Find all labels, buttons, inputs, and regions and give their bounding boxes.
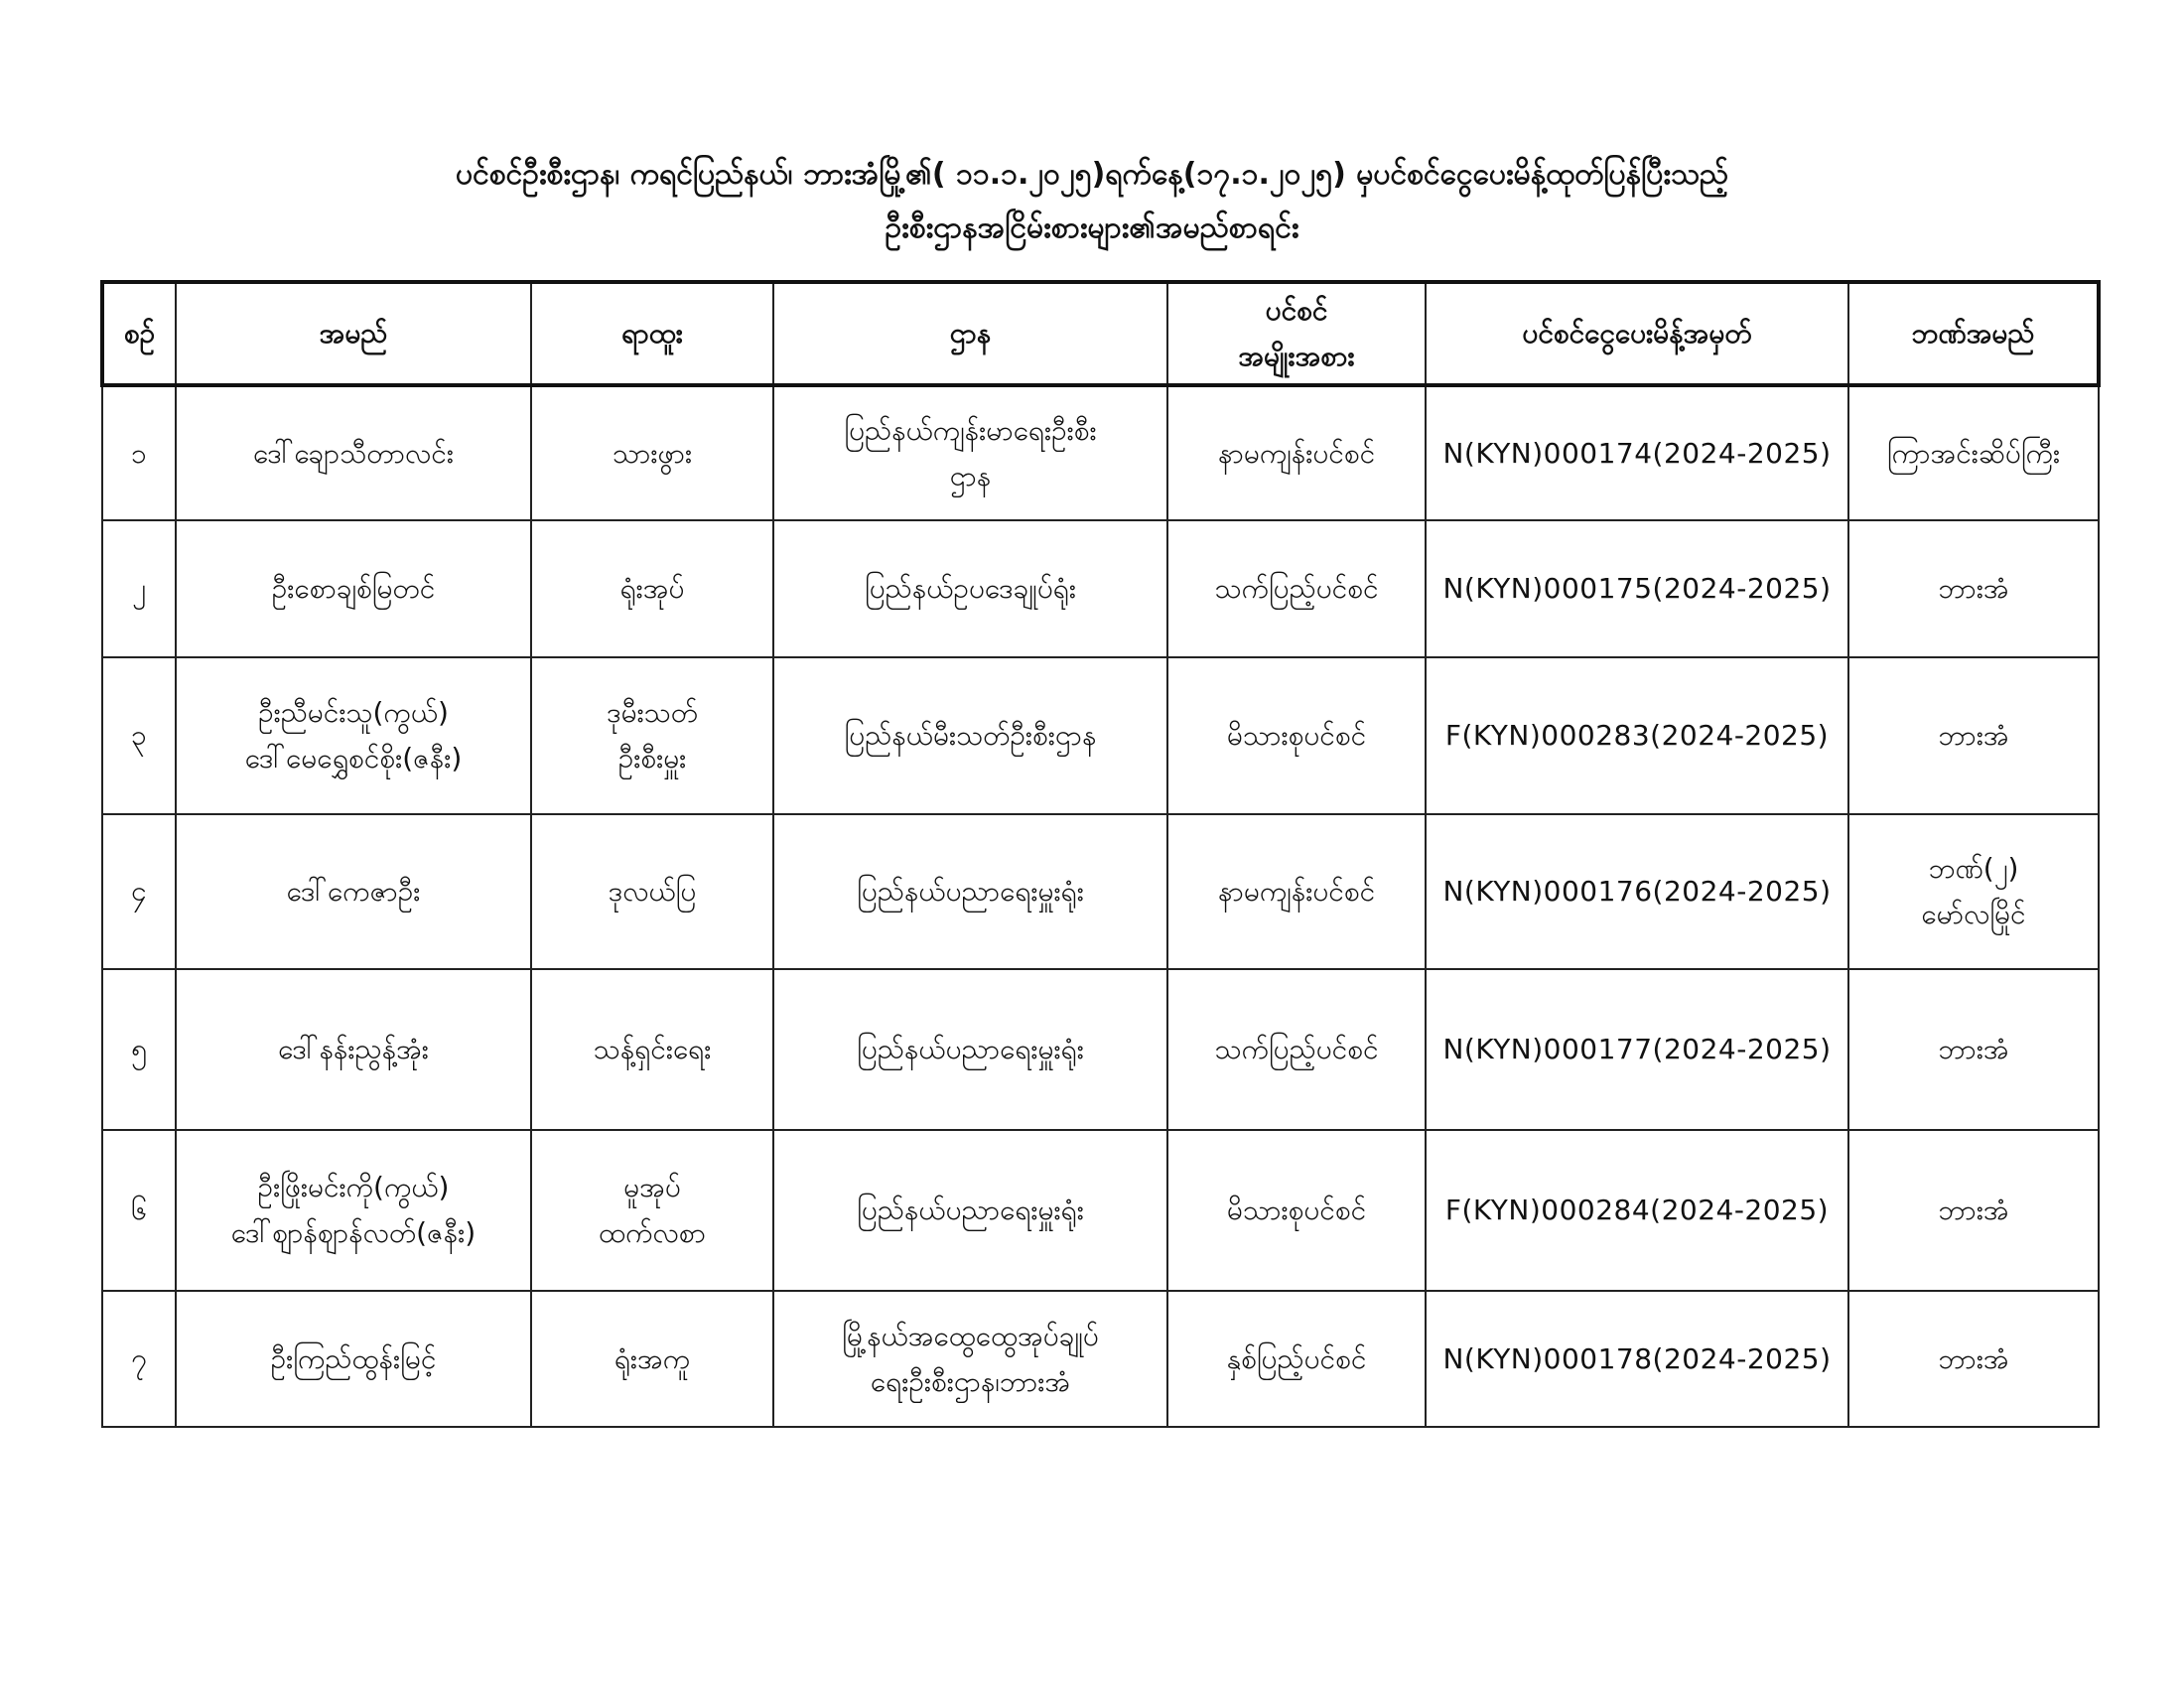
table-row bbox=[102, 1291, 2099, 1427]
cell-department bbox=[773, 969, 1167, 1130]
cell-name bbox=[176, 814, 531, 969]
department-line: ရေးဦးစီးဌာန၊ဘားအံ bbox=[870, 1364, 1071, 1398]
header-department: ဌာန bbox=[773, 282, 1167, 385]
cell-pension-type: သက်ပြည့်ပင်စင် bbox=[1167, 969, 1426, 1130]
cell-bank bbox=[1848, 1130, 2099, 1291]
page-title: ပင်စင်ဦးစီးဌာန၊ ကရင်ပြည်နယ်၊ ဘားအံမြို့၏( ၁၁.၁.၂၀၂၅)ရက်နေ့(၁၇.၁.၂၀၂၅) မှပင်စင်ငွေပေးမိန့်ထုတ်ပြန်ပြီးသည့် bbox=[456, 157, 1728, 192]
rank-line: ရုံးအုပ် bbox=[619, 572, 685, 605]
rank-line: ရုံးအကူ bbox=[614, 1341, 691, 1375]
cell-rank bbox=[531, 657, 773, 814]
page-subtitle: ဦးစီးဌာနအငြိမ်းစားများ၏အမည်စာရင်း bbox=[885, 211, 1299, 245]
cell-department bbox=[773, 814, 1167, 969]
pensioner-table bbox=[100, 280, 2101, 1428]
cell-no: ၃ bbox=[102, 657, 176, 814]
table-row bbox=[102, 657, 2099, 814]
cell-pension-type: မိသားစုပင်စင် bbox=[1167, 1130, 1426, 1291]
bank-line: မော်လမြိုင် bbox=[1921, 898, 2026, 930]
header-no: စဉ် bbox=[102, 282, 176, 385]
cell-pension-type: နာမကျန်းပင်စင် bbox=[1167, 385, 1426, 520]
cell-department bbox=[773, 520, 1167, 657]
cell-rank bbox=[531, 969, 773, 1130]
cell-no: ၂ bbox=[102, 520, 176, 657]
bank-line: ဘားအံ bbox=[1938, 1033, 2009, 1065]
cell-department bbox=[773, 657, 1167, 814]
cell-rank bbox=[531, 385, 773, 520]
cell-bank bbox=[1848, 1291, 2099, 1427]
department-line: ပြည်နယ်မီးသတ်ဦးစီးဌာန bbox=[844, 719, 1097, 752]
department-line: ပြည်နယ်ပညာရေးမှူးရုံး bbox=[857, 875, 1084, 908]
rank-line: ဒုလယ်ပြ bbox=[608, 875, 697, 908]
header-name: အမည် bbox=[176, 282, 531, 385]
table-row bbox=[102, 814, 2099, 969]
cell-name bbox=[176, 969, 531, 1130]
department-line: ပြည်နယ်ပညာရေးမှူးရုံး bbox=[857, 1194, 1084, 1226]
table-header-row bbox=[102, 282, 2099, 385]
table-row bbox=[102, 385, 2099, 520]
cell-order-no: N(KYN)000175(2024-2025) bbox=[1426, 520, 1848, 657]
cell-pension-type: နာမကျန်းပင်စင် bbox=[1167, 814, 1426, 969]
department-line: ပြည်နယ်ကျန်းမာရေးဦးစီး bbox=[844, 413, 1097, 447]
cell-pension-type: သက်ပြည့်ပင်စင် bbox=[1167, 520, 1426, 657]
name-line: ဦးကြည်ထွန်းမြင့် bbox=[270, 1341, 437, 1375]
name-line: ဒေါ်မေရွှေစင်စိုး(ဇနီး) bbox=[244, 742, 463, 774]
bank-line: ဘဏ်(၂) bbox=[1928, 852, 2019, 885]
cell-bank bbox=[1848, 520, 2099, 657]
cell-rank bbox=[531, 520, 773, 657]
cell-no: ၅ bbox=[102, 969, 176, 1130]
table-row bbox=[102, 520, 2099, 657]
header-rank: ရာထူး bbox=[531, 282, 773, 385]
cell-no: ၄ bbox=[102, 814, 176, 969]
header-bank: ဘဏ်အမည် bbox=[1848, 282, 2099, 385]
cell-no: ၇ bbox=[102, 1291, 176, 1427]
table-row bbox=[102, 1130, 2099, 1291]
header-pension-type-line: ပင်စင် bbox=[1265, 294, 1328, 327]
header-pension-type bbox=[1167, 282, 1426, 385]
cell-name bbox=[176, 520, 531, 657]
cell-department bbox=[773, 1130, 1167, 1291]
cell-name bbox=[176, 385, 531, 520]
name-line: ဒေါ်ကေဇာဦး bbox=[286, 875, 421, 908]
cell-rank bbox=[531, 1291, 773, 1427]
name-line: ဦးစောချစ်မြတင် bbox=[271, 572, 436, 605]
cell-bank bbox=[1848, 814, 2099, 969]
cell-pension-type: နှစ်ပြည့်ပင်စင် bbox=[1167, 1291, 1426, 1427]
cell-rank bbox=[531, 814, 773, 969]
rank-line: သန့်ရှင်းရေး bbox=[593, 1033, 712, 1065]
cell-no: ၆ bbox=[102, 1130, 176, 1291]
bank-line: ဘားအံ bbox=[1938, 1194, 2009, 1226]
department-line: မြို့နယ်အထွေထွေအုပ်ချုပ် bbox=[842, 1319, 1099, 1352]
cell-order-no: N(KYN)000176(2024-2025) bbox=[1426, 814, 1848, 969]
rank-line: ထက်လစာ bbox=[599, 1216, 706, 1249]
name-line: ဦးဖြိုးမင်းကို(ကွယ်) bbox=[257, 1171, 450, 1203]
cell-order-no: F(KYN)000283(2024-2025) bbox=[1426, 657, 1848, 814]
name-line: ဒေါ်ဈာန်ဈာန်လတ်(ဇနီး) bbox=[230, 1216, 477, 1249]
bank-line: ဘားအံ bbox=[1938, 572, 2009, 605]
cell-name bbox=[176, 1130, 531, 1291]
rank-line: ဒုမီးသတ် bbox=[606, 696, 699, 729]
cell-department bbox=[773, 1291, 1167, 1427]
cell-bank bbox=[1848, 385, 2099, 520]
bank-line: ကြာအင်းဆိပ်ကြီး bbox=[1886, 436, 2061, 470]
name-line: ဒေါ်ချောသီတာလင်း bbox=[253, 436, 454, 470]
department-line: ပြည်နယ်ပညာရေးမှူးရုံး bbox=[857, 1033, 1084, 1065]
cell-name bbox=[176, 1291, 531, 1427]
cell-order-no: N(KYN)000174(2024-2025) bbox=[1426, 385, 1848, 520]
header-order-no: ပင်စင်ငွေပေးမိန့်အမှတ် bbox=[1426, 282, 1848, 385]
cell-order-no: F(KYN)000284(2024-2025) bbox=[1426, 1130, 1848, 1291]
cell-department bbox=[773, 385, 1167, 520]
cell-pension-type: မိသားစုပင်စင် bbox=[1167, 657, 1426, 814]
cell-order-no: N(KYN)000177(2024-2025) bbox=[1426, 969, 1848, 1130]
cell-bank bbox=[1848, 969, 2099, 1130]
rank-line: ဦးစီးမှူး bbox=[617, 742, 687, 774]
name-line: ဒေါ်နန်းညွန့်အုံး bbox=[278, 1033, 429, 1065]
bank-line: ဘားအံ bbox=[1938, 719, 2009, 752]
cell-rank bbox=[531, 1130, 773, 1291]
rank-line: သားဖွား bbox=[612, 436, 693, 470]
cell-no: ၁ bbox=[102, 385, 176, 520]
table-row bbox=[102, 969, 2099, 1130]
bank-line: ဘားအံ bbox=[1938, 1341, 2009, 1375]
name-line: ဦးညီမင်းသူ(ကွယ်) bbox=[258, 696, 449, 729]
header-pension-type-line: အမျိုးအစား bbox=[1238, 340, 1355, 372]
cell-bank bbox=[1848, 657, 2099, 814]
cell-order-no: N(KYN)000178(2024-2025) bbox=[1426, 1291, 1848, 1427]
department-line: ပြည်နယ်ဥပဒေချုပ်ရုံး bbox=[865, 572, 1076, 605]
department-line: ဌာန bbox=[949, 459, 992, 492]
cell-name bbox=[176, 657, 531, 814]
rank-line: မူအုပ် bbox=[623, 1171, 681, 1203]
